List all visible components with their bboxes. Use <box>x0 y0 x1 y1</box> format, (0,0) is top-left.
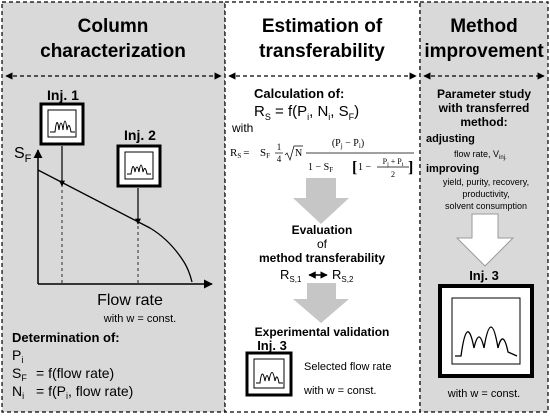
middle-const-note: with w = const. <box>304 385 377 397</box>
right-inj3-label: Inj. 3 <box>469 268 499 283</box>
svg-text:Pj + Pi: $P_j + P_i$ <box>382 157 404 168</box>
svg-text:(Pj − Pi): $(P_j - P_i)$ <box>331 138 365 150</box>
improve-1: yield, purity, recovery, <box>442 177 530 187</box>
svg-text:SF: SF <box>260 147 271 160</box>
improve-2: productivity, <box>462 189 510 199</box>
svg-text:N: N <box>295 148 303 159</box>
det-sf: $S_F$ <box>12 365 27 383</box>
rs2-label: $R_{S,2}$ <box>332 267 354 284</box>
adjusting-label: adjusting <box>426 133 475 145</box>
rs-definition: $R_S = f(P_i$, $N_i$, $S_F$) <box>254 103 360 122</box>
exp-validation-label: Experimental validation <box>254 325 390 339</box>
right-title-line1: Method <box>450 16 518 37</box>
right-title-line2: improvement <box>424 41 544 62</box>
svg-text:]: ] <box>408 159 414 176</box>
method-transfer-label: method transferability <box>258 251 386 265</box>
middle-inj3-label: Inj. 3 <box>257 338 287 353</box>
determination-label: Determination of: <box>12 330 120 345</box>
calc-label: Calculation of: <box>254 86 345 101</box>
inj3-chromatogram-icon-large <box>440 286 532 376</box>
with-label: with <box>232 121 254 135</box>
param-line3: method: <box>460 115 508 129</box>
param-line1: Parameter study <box>436 87 532 101</box>
inj3-chromatogram-icon-small <box>247 353 291 395</box>
improve-3: solvent consumption <box>444 201 528 211</box>
svg-text:1 − SF: $1 - S_F$ <box>308 162 334 174</box>
rs1-label: $R_{S,1}$ <box>280 267 302 284</box>
middle-title-line1: Estimation of <box>261 16 383 37</box>
svg-text:[: [ <box>352 159 358 176</box>
svg-text:2: 2 <box>391 170 395 179</box>
svg-text:RS=: RS = <box>230 147 250 160</box>
det-ni-eq: = $f(P_i$, flow rate) <box>36 383 134 401</box>
param-line2: with transferred <box>438 101 530 115</box>
svg-text:1 −: 1 − <box>358 162 372 173</box>
left-title-line1: Column <box>77 16 149 37</box>
svg-text:4: 4 <box>276 154 282 164</box>
inj1-chromatogram-icon <box>41 104 83 144</box>
det-sf-eq: = f(flow rate) <box>36 365 115 381</box>
y-axis-label: $S_F$ <box>14 145 32 165</box>
inj2-label: Inj. 2 <box>124 127 156 143</box>
left-title-line2: characterization <box>40 41 186 62</box>
selected-flow-label: Selected flow rate <box>304 361 392 373</box>
x-axis-label: Flow rate <box>97 292 163 309</box>
det-ni: $N_i$ <box>12 383 25 401</box>
svg-text:1: 1 <box>276 142 282 152</box>
right-const-note: with w = const. <box>447 388 521 400</box>
inj1-label: Inj. 1 <box>47 87 79 103</box>
det-p: $P_i$ <box>12 347 24 365</box>
evaluation-label: Evaluation <box>291 223 353 237</box>
adjust-detail: flow rate, $V_{inj.}$ <box>454 149 507 161</box>
inj2-chromatogram-icon <box>118 146 160 186</box>
left-panel <box>2 2 225 412</box>
improving-label: improving <box>426 163 480 175</box>
left-const-note: with w = const. <box>103 313 177 325</box>
middle-title-line2: transferability <box>259 41 385 62</box>
of-label: of <box>316 237 328 251</box>
